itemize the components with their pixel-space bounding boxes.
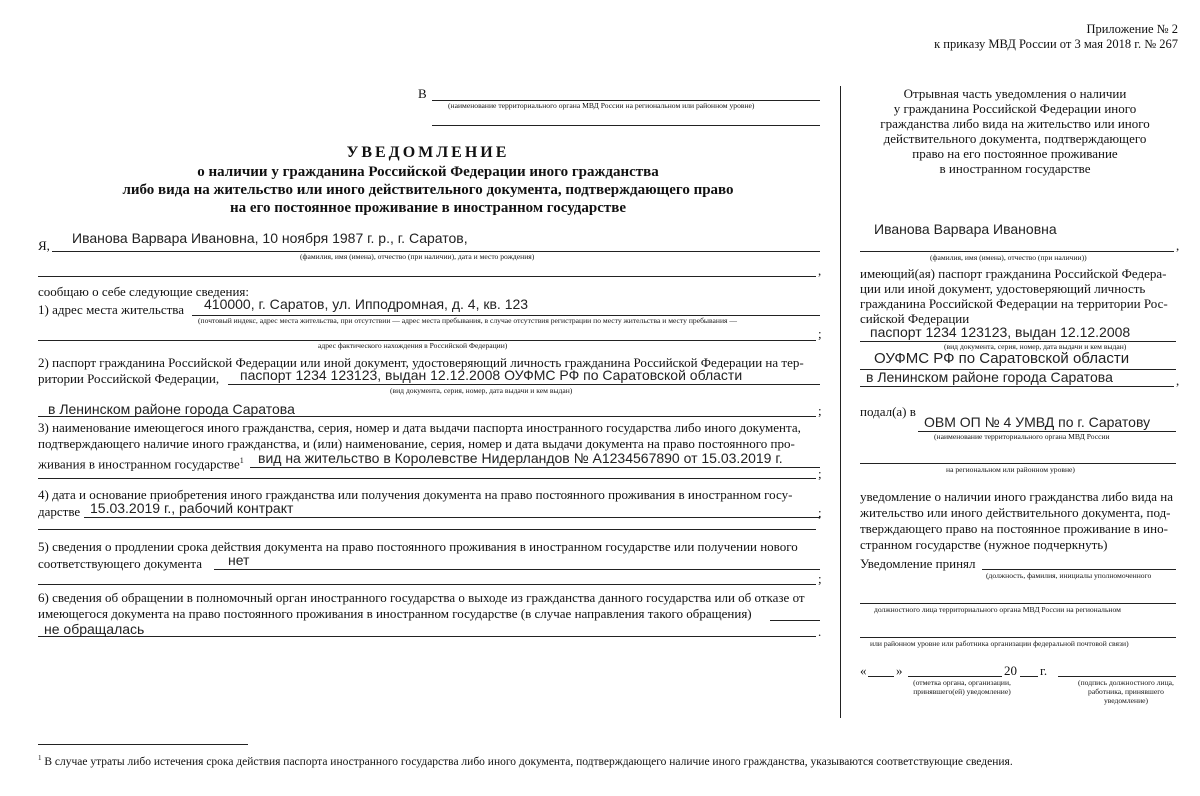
s2-value-2[interactable]: в Ленинском районе города Саратова	[48, 401, 295, 417]
tear-accepted-line-3[interactable]	[860, 637, 1176, 638]
tear-title-6: в иностранном государстве	[939, 161, 1091, 176]
tear-title-4: действительного документа, подтверждающего	[883, 131, 1147, 146]
tear-name-comma: ,	[1176, 238, 1180, 253]
tear-issuer-line-2	[860, 386, 1174, 387]
tear-passport-text-3: гражданина Российской Федерации на территории Рос-	[860, 296, 1168, 311]
tear-name-caption: (фамилия, имя (имена), отчество (при наличии))	[930, 253, 1087, 262]
ya-comma: ,	[818, 263, 822, 278]
tear-date-year-line[interactable]	[1020, 676, 1038, 677]
tear-issuer-value-2[interactable]: в Ленинском районе города Саратова	[866, 369, 1113, 385]
appendix-number: Приложение № 2	[1086, 22, 1178, 36]
tear-title-3: гражданства либо вида на жительство или иного	[880, 116, 1150, 131]
tear-accepted-label: Уведомление принял	[860, 556, 976, 571]
s4-semicolon: ;	[818, 505, 822, 520]
s1-caption: (почтовый индекс, адрес места жительства, при отсутствии — адрес места пребывания, в случае отсутствия регистрации по месту жительства и месту пребывания —	[198, 316, 738, 325]
s3-semicolon: ;	[818, 466, 822, 481]
subtitle-line-2: либо вида на жительство или иного действительного документа, подтверждающего право	[122, 182, 734, 198]
tear-passport-text-4: сийской Федерации	[860, 311, 970, 326]
s3-value[interactable]: вид на жительство в Королевстве Нидерландов № A1234567890 от 15.03.2019 г.	[258, 450, 783, 466]
s3-line-3: живания в иностранном государстве$^1$	[38, 456, 244, 472]
footnote-rule	[38, 744, 248, 745]
to-caption: (наименование территориального органа МВД России на региональном или районном уровне)	[448, 101, 755, 110]
ya-label: Я,	[38, 238, 50, 253]
tear-name-line	[860, 251, 1174, 252]
s2-line-2-rule	[38, 416, 816, 417]
tear-name-value[interactable]: Иванова Варвара Ивановна	[874, 221, 1057, 237]
tear-date-close: »	[896, 663, 903, 678]
tear-title-2: у гражданина Российской Федерации иного	[893, 101, 1137, 116]
appendix-order: к приказу МВД России от 3 мая 2018 г. № 267	[934, 37, 1178, 51]
s4-line-2: дарстве	[38, 504, 81, 519]
footnote-sup: 1	[38, 754, 42, 762]
s3-line-2-rule	[38, 478, 816, 479]
tear-organ-caption: (наименование территориального органа МВД России	[934, 432, 1110, 441]
tear-notice-3: тверждающего право на постоянное проживание в ино-	[860, 521, 1168, 536]
s3-line-1: 3) наименование имеющегося иного гражданства, серия, номер и дата выдачи паспорта иностранного государства либо иного документа,	[38, 420, 801, 435]
tear-sign-caption: (подпись должностного лица, работника, принявшего уведомление)	[1078, 678, 1174, 705]
s2-caption: (вид документа, серия, номер, дата выдачи и кем выдан)	[390, 386, 573, 395]
footnote	[38, 752, 1013, 769]
s4-line-1: 4) дата и основание приобретения иного гражданства или получения документа на право постоянного проживания в иностранном госу-	[38, 487, 793, 502]
s6-period: .	[818, 624, 822, 639]
ya-value[interactable]: Иванова Варвара Ивановна, 10 ноября 1987 г. р., г. Саратов,	[72, 230, 468, 246]
to-line-2[interactable]	[432, 125, 820, 126]
tear-passport-caption: (вид документа, серия, номер, дата выдачи и кем выдан)	[944, 342, 1127, 351]
s3-line	[250, 467, 820, 468]
s1-caption-2: адрес фактического нахождения в Российской Федерации)	[318, 341, 508, 350]
s1-semicolon: ;	[818, 326, 822, 341]
tear-accepted-caption-3: или районном уровне или работника организации федеральной почтовой связи)	[870, 639, 1129, 648]
tear-mark-caption: (отметка органа, организации, принявшего(ей) уведомление)	[913, 678, 1011, 696]
tear-date-open: «	[860, 663, 867, 678]
tear-submitted-label: подал(а) в	[860, 404, 916, 419]
tear-title-5: право на его постоянное проживание	[912, 146, 1118, 161]
s4-line	[84, 517, 820, 518]
s5-value[interactable]: нет	[228, 552, 250, 568]
tear-passport-value[interactable]: паспорт 1234 123123, выдан 12.12.2008	[870, 324, 1131, 340]
tear-accepted-caption-2: должностного лица территориального органа МВД России на региональном	[874, 605, 1121, 614]
s3-footnote-ref: 1	[239, 456, 244, 465]
s6-line-2-rule	[38, 636, 816, 637]
s2-line	[228, 384, 820, 385]
subtitle-line-3: на его постоянное проживание в иностранном государстве	[230, 200, 626, 216]
footnote-text: В случае утраты либо истечения срока действия паспорта иностранного государства либо иного документа, подтверждающего наличие иного гражданства, указываются соответствующие сведения.	[44, 755, 1013, 768]
s5-line-2: соответствующего документа	[38, 556, 202, 571]
s2-semicolon: ;	[818, 403, 822, 418]
tear-date-month-line[interactable]	[908, 676, 1002, 677]
s5-semicolon: ;	[818, 571, 822, 586]
s6-value[interactable]: не обращалась	[44, 621, 145, 637]
tear-notice-1: уведомление о наличии иного гражданства либо вида на	[860, 489, 1173, 504]
tear-issuer-value[interactable]: ОУФМС РФ по Саратовской области	[874, 350, 1130, 367]
s3-line-2: подтверждающего наличие иного гражданства, и (или) наименование, серия, номер и дата выдачи документа на право постоянного про-	[38, 436, 795, 451]
tear-sign-line[interactable]	[1058, 676, 1176, 677]
tear-organ-line-2	[860, 463, 1176, 464]
tear-off-separator	[840, 86, 841, 718]
subtitle-line-1: о наличии у гражданина Российской Федерации иного гражданства	[197, 164, 659, 180]
s2-line-1: 2) паспорт гражданина Российской Федерации или иной документ, удостоверяющий личность гражданина Российской Федерации на тер-	[38, 355, 804, 370]
s4-value[interactable]: 15.03.2019 г., рабочий контракт	[90, 500, 294, 516]
to-prefix: В	[418, 86, 427, 101]
ya-caption: (фамилия, имя (имена), отчество (при наличии), дата и место рождения)	[300, 252, 535, 261]
tear-notice-2: жительство или иного действительного документа, под-	[860, 505, 1171, 520]
tear-title-1: Отрывная часть уведомления о наличии	[903, 86, 1127, 101]
s5-line	[214, 569, 820, 570]
tear-date-day-line[interactable]	[868, 676, 894, 677]
tear-submitted-value[interactable]: ОВМ ОП № 4 УМВД по г. Саратову	[924, 414, 1151, 430]
tear-date-year: 20	[1004, 663, 1017, 678]
s1-label: 1) адрес места жительства	[38, 302, 185, 317]
s5-line-1: 5) сведения о продлении срока действия документа на право постоянного проживания в иностранном государстве или получении нового	[38, 539, 798, 554]
tear-accepted-line[interactable]	[982, 569, 1176, 570]
intro-text: сообщаю о себе следующие сведения:	[38, 284, 250, 299]
ya-line-2[interactable]	[38, 276, 816, 277]
form-title: УВЕДОМЛЕНИЕ	[346, 144, 510, 161]
s2-line-2: ритории Российской Федерации,	[38, 371, 220, 386]
s6-line-2: имеющегося документа на право постоянного проживания в иностранном государстве (в случае направления такого обращения)	[38, 606, 752, 621]
s6-line	[770, 620, 820, 621]
tear-passport-text-1: имеющий(ая) паспорт гражданина Российской Федера-	[860, 266, 1167, 281]
s2-value[interactable]: паспорт 1234 123123, выдан 12.12.2008 ОУФМС РФ по Саратовской области	[240, 367, 743, 383]
tear-date-g: г.	[1040, 663, 1048, 678]
tear-accepted-line-2[interactable]	[860, 603, 1176, 604]
s5-line-2-rule	[38, 584, 816, 585]
s6-line-1: 6) сведения об обращении в полномочный орган иностранного государства о выходе из гражданства данного государства или об отказе от	[38, 590, 805, 605]
tear-passport-text-2: ции или иной документ, удостоверяющий личность	[860, 281, 1146, 296]
tear-notice-4: странном государстве (нужное подчеркнуть)	[860, 537, 1108, 552]
tear-accepted-caption-1: (должность, фамилия, инициалы уполномоченного	[986, 571, 1152, 580]
tear-issuer-comma: ,	[1176, 373, 1180, 388]
s4-line-2-rule	[38, 529, 816, 530]
tear-organ-caption-2: на региональном или районном уровне)	[946, 465, 1075, 474]
s1-value[interactable]: 410000, г. Саратов, ул. Ипподромная, д. 4, кв. 123	[204, 296, 529, 312]
